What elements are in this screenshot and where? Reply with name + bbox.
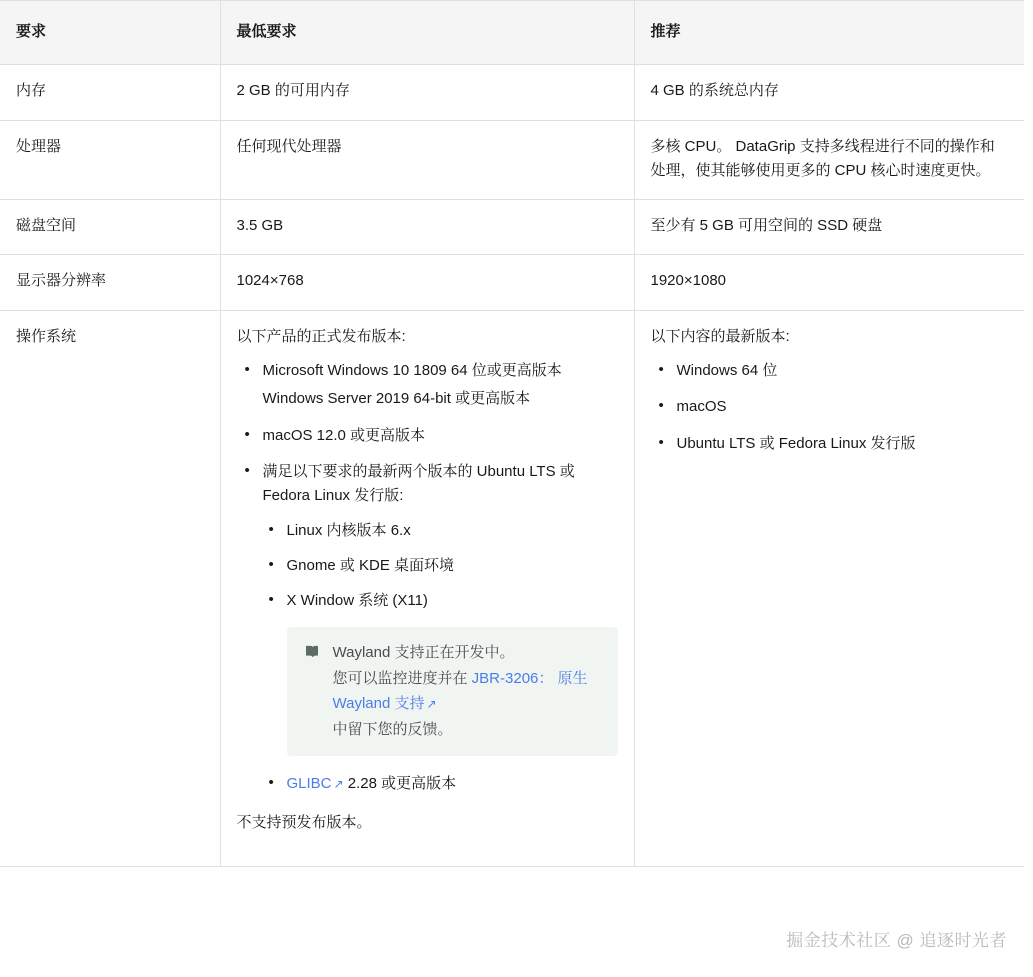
list-item-label: macOS [676,398,727,416]
cell-requirement: 磁盘空间 [0,200,220,255]
wayland-note-text [333,640,602,742]
table-row [0,65,1024,120]
list-item-glibc [263,772,618,796]
info-bulb-icon [303,643,321,669]
recommended-os-list [651,359,1009,456]
table-row [0,200,1024,255]
cell-recommended: 至少有 5 GB 可用空间的 SSD 硬盘 [634,200,1024,255]
cell-requirement: 处理器 [0,120,220,200]
cell-recommended: 1920×1080 [634,255,1024,310]
cell-requirement: 内存 [0,65,220,120]
cell-requirement: 显示器分辨率 [0,255,220,310]
list-item-label: 满足以下要求的最新两个版本的 Ubuntu LTS 或 Fedora Linux 发行版: [262,462,575,505]
list-item-label: Gnome 或 KDE 桌面环境 [286,556,455,574]
table-header [0,1,1024,65]
column-header-requirement: 要求 [0,1,220,65]
list-item [263,554,618,578]
cell-minimum: 1024×768 [220,255,634,310]
cell-recommended: 4 GB 的系统总内存 [634,65,1024,120]
column-header-minimum: 最低要求 [220,1,634,65]
watermark: 掘金技术社区 @ 追逐时光者 [786,931,1007,950]
list-item-label: Microsoft Windows 10 1809 64 位或更高版本 [262,362,562,380]
note-line-1: Wayland 支持正在开发中。 [332,644,515,662]
table-header-row [0,1,1024,65]
list-item [651,359,1009,383]
cell-minimum: 3.5 GB [220,200,634,255]
note-line-3: 中留下您的反馈。 [332,720,453,738]
list-item [237,359,618,412]
list-item [263,589,618,756]
list-item [651,395,1009,419]
minimum-os-list [237,359,618,797]
list-item-label: macOS 12.0 或更高版本 [262,426,426,444]
column-header-recommended: 推荐 [634,1,1024,65]
list-item-label: Ubuntu LTS 或 Fedora Linux 发行版 [676,434,916,452]
glibc-link-label: GLIBC [286,775,332,793]
list-item-label: X Window 系统 (X11) [286,592,428,610]
list-item [237,460,618,797]
cell-requirement: 操作系统 [0,310,220,866]
external-link-icon: ↗ [333,777,344,792]
glibc-link[interactable] [287,775,344,792]
list-item-label: Linux 内核版本 6.x [286,521,411,539]
external-link-icon: ↗ [426,697,437,712]
minimum-os-intro: 以下产品的正式发布版本: [236,327,406,345]
list-item-label: Windows 64 位 [676,362,778,380]
cell-minimum: 2 GB 的可用内存 [220,65,634,120]
note-line-2-prefix: 您可以监控进度并在 [332,669,472,687]
table-body [0,65,1024,867]
wayland-note [287,627,618,756]
table-row [0,120,1024,200]
cell-minimum-os [220,310,634,866]
minimum-os-outro: 不支持预发布版本。 [236,813,372,831]
cell-recommended: 多核 CPU。 DataGrip 支持多线程进行不同的操作和处理，使其能够使用更多的 CPU 核心时速度更快。 [634,120,1024,200]
list-item [237,424,618,448]
jbr-wayland-link-label: JBR-3206： 原生 Wayland 支持 [332,669,588,713]
list-item [651,432,1009,456]
glibc-version-text: 2.28 或更高版本 [343,775,457,793]
cell-recommended-os [634,310,1024,866]
table-row [0,255,1024,310]
list-item [263,519,618,543]
table-row [0,310,1024,866]
linux-requirements-list [263,519,618,797]
recommended-os-intro: 以下内容的最新版本: [650,327,790,345]
cell-minimum: 任何现代处理器 [220,120,634,200]
note-line-2 [333,666,602,717]
list-item-subline: Windows Server 2019 64-bit 或更高版本 [262,390,531,408]
